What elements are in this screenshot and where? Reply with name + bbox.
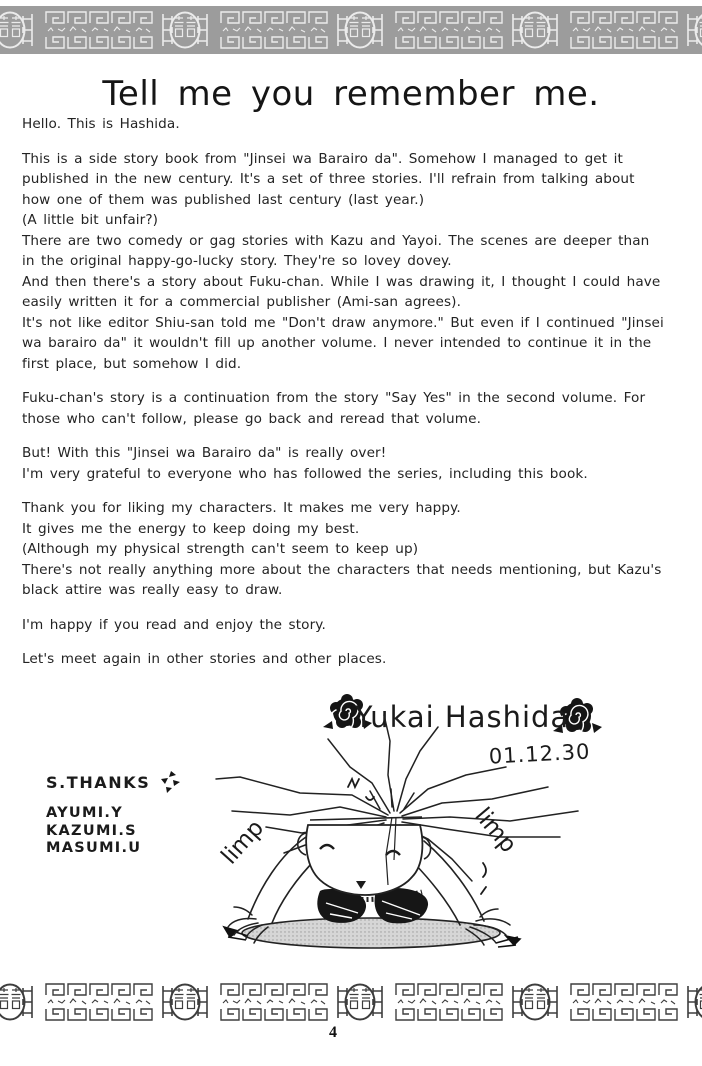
ornamental-border-top — [0, 6, 702, 54]
special-thanks — [46, 770, 181, 858]
afterword-line: There are two comedy or gag stories with Kazu and Yayoi. The scenes are deeper than — [22, 232, 650, 249]
sfx-limp-right: limp — [469, 803, 522, 858]
afterword-line: I'm happy if you read and enjoy the story. — [22, 616, 326, 633]
afterword-line: It gives me the energy to keep doing my best. — [22, 520, 360, 537]
afterword-line: first place, but somehow I did. — [22, 355, 242, 372]
afterword-text — [22, 114, 692, 684]
afterword-line: Let's meet again in other stories and other places. — [22, 651, 387, 667]
page-title: Tell me you remember me. — [102, 74, 600, 114]
artist-signature: Yukai Hashida — [354, 700, 570, 734]
paragraph — [22, 498, 692, 601]
afterword-line: (A little bit unfair?) — [22, 212, 159, 228]
afterword-line: in the original happy-go-lucky story. They're so lovey dovey. — [22, 253, 452, 269]
thanks-name: MASUMI.U — [46, 840, 142, 856]
thanks-name: AYUMI.Y — [46, 805, 124, 821]
sprig-icon — [159, 770, 181, 794]
paragraph — [22, 649, 692, 670]
afterword-line: It's not like editor Shiu-san told me "Don't draw anymore." But even if I continued "Jinsei — [22, 314, 664, 331]
afterword-line: (Although my physical strength can't seem to keep up) — [22, 541, 419, 557]
afterword-line: I'm very grateful to everyone who has followed the series, including this book. — [22, 465, 588, 482]
thanks-name: KAZUMI.S — [46, 822, 137, 839]
page-number: 4 — [329, 1024, 337, 1041]
paragraph — [22, 443, 692, 484]
afterword-line: wa barairo da" it wouldn't fill up another volume. I never intended to continue it in the — [22, 335, 652, 351]
afterword-line: Fuku-chan's story is a continuation from the story "Say Yes" in the second volume. For — [22, 390, 646, 406]
collapsed-figure-illustration — [180, 675, 650, 975]
afterword-line: published in the new century. It's a set of three stories. I'll refrain from talking about — [22, 171, 635, 187]
paragraph — [22, 149, 692, 375]
face — [298, 817, 431, 895]
sfx-limp-left: limp — [216, 815, 270, 870]
afterword-line: those who can't follow, please go back and reread that volume. — [22, 410, 481, 427]
afterword-line: But! With this "Jinsei wa Barairo da" is really over! — [22, 445, 387, 461]
afterword-line: how one of them was published last century (last year.) — [22, 191, 425, 208]
afterword-line: Hello. This is Hashida. — [22, 116, 180, 132]
paragraph — [22, 615, 692, 636]
signature-date: 01.12.30 — [488, 739, 591, 769]
afterword-line: black attire was really easy to draw. — [22, 582, 283, 598]
afterword-line: This is a side story book from "Jinsei wa Barairo da". Somehow I managed to get it — [22, 150, 623, 167]
afterword-line: There's not really anything more about the characters that needs mentioning, but Kazu's — [22, 561, 662, 578]
afterword-line: easily written it for a commercial publisher (Ami-san agrees). — [22, 294, 461, 310]
afterword-line: And then there's a story about Fuku-chan. While I was drawing it, I thought I could have — [22, 273, 661, 290]
thanks-label: S.THANKS — [46, 772, 151, 792]
afterword-line: Thank you for liking my characters. It makes me very happy. — [22, 500, 461, 516]
paragraph — [22, 114, 692, 135]
floor-mat — [242, 918, 500, 948]
ornamental-border-bottom — [0, 978, 702, 1026]
paragraph — [22, 388, 692, 429]
